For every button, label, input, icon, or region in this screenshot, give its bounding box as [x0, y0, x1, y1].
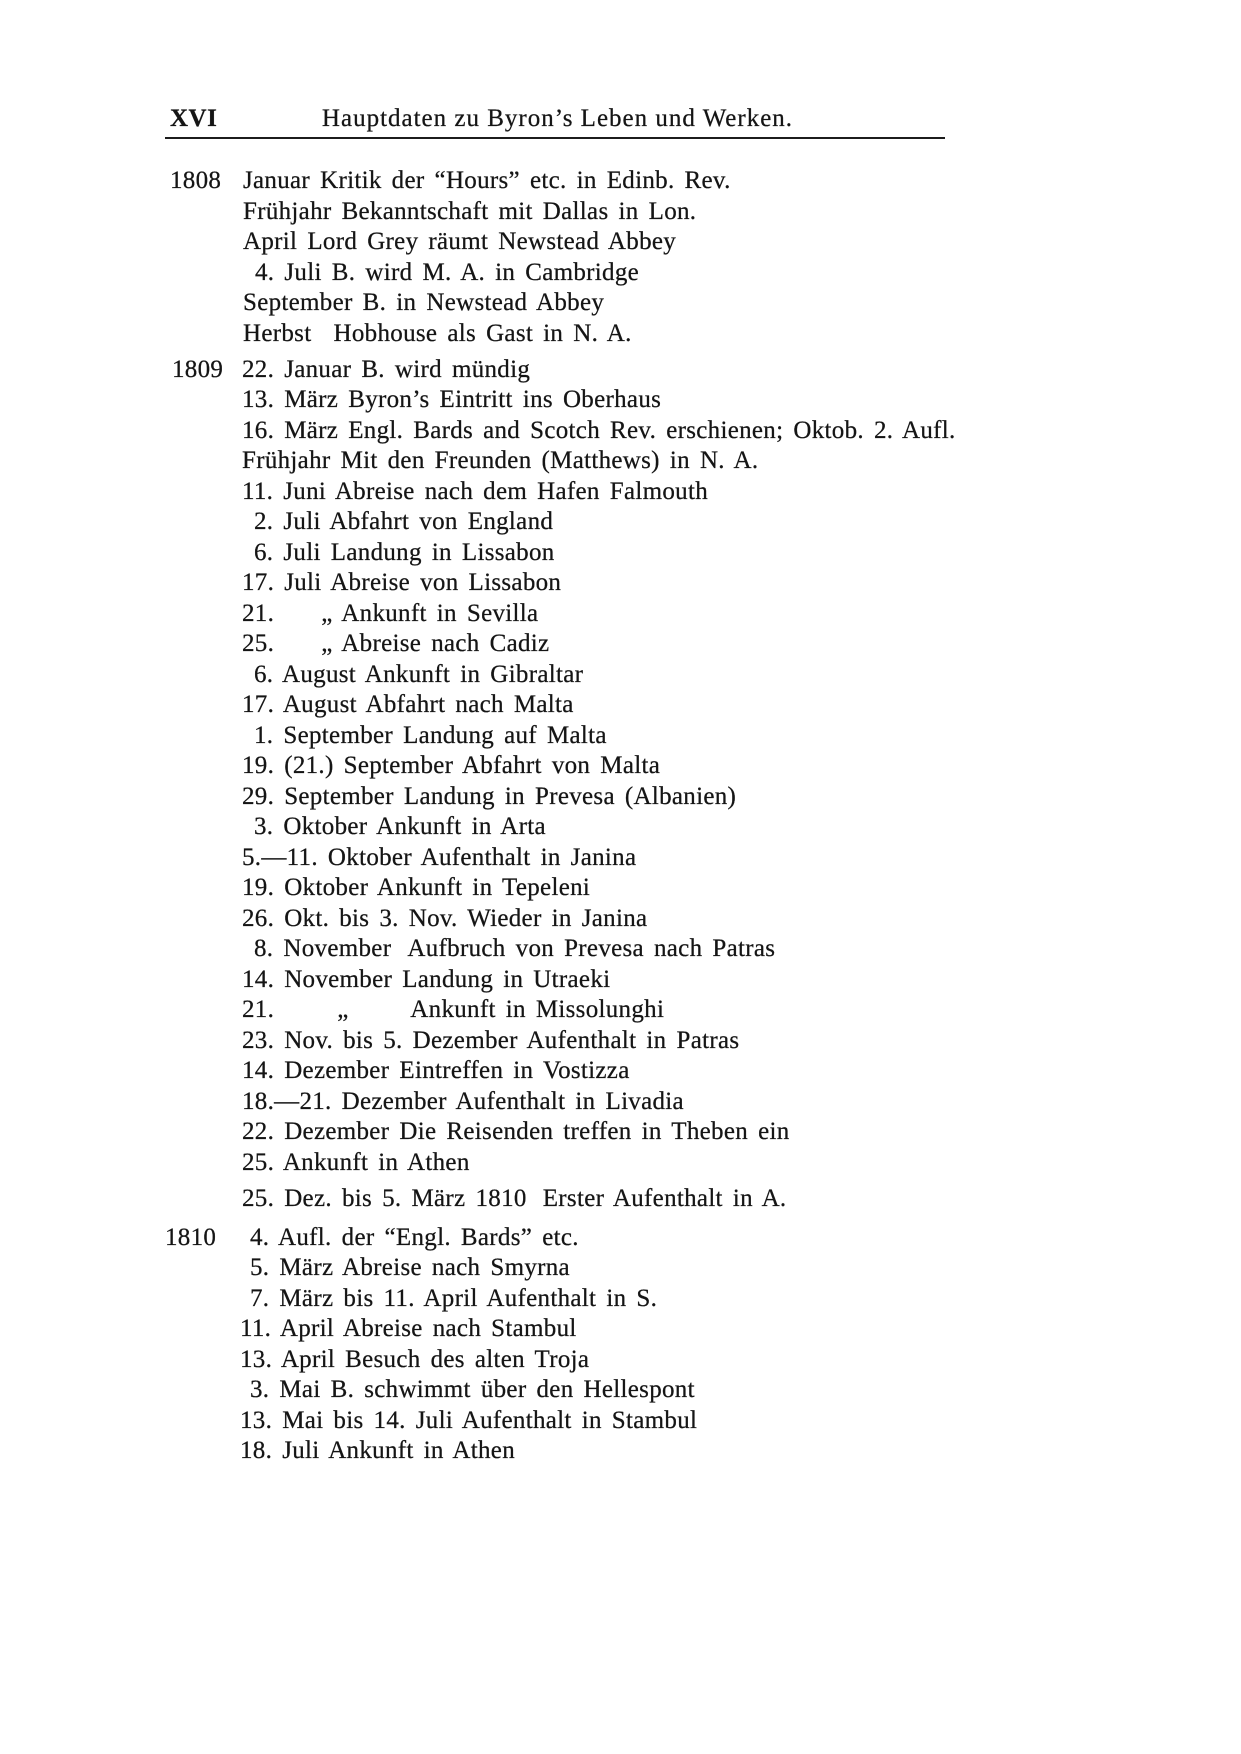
chronology-line	[0, 507, 1241, 538]
entry-date: 13. Mai bis 14. Juli	[240, 1406, 454, 1434]
year-label: 1808	[170, 167, 222, 194]
entry-date: 25.	[242, 1148, 275, 1176]
year-block	[0, 355, 1241, 1215]
entry-date: Januar	[243, 167, 311, 194]
chronology-line	[0, 227, 1241, 258]
entry-event: Erster Aufenthalt in A.	[542, 1185, 787, 1212]
chronology-line	[0, 477, 1241, 508]
entry-event: Wieder in Janina	[467, 904, 648, 932]
entry-date: 19. (21.) September	[242, 752, 454, 779]
chronology-line	[0, 385, 1241, 416]
entry-date: 18.—21. Dezember	[242, 1087, 447, 1115]
entry-event: Abfahrt von Malta	[461, 752, 661, 779]
entry-date: 29. September	[242, 782, 394, 810]
entry-date: 3. Oktober	[254, 813, 368, 840]
chronology-line	[0, 812, 1241, 843]
entry-event: Hobhouse als Gast in N. A.	[333, 319, 632, 347]
chronology-line	[0, 166, 1241, 197]
entry-date: 2. Juli	[254, 508, 321, 535]
entry-date: 5. März	[250, 1254, 334, 1281]
entry-event: Aufenthalt in Janina	[420, 843, 637, 871]
entry-event: Ankunft in Sevilla	[341, 599, 539, 627]
entry-date: 6. Juli	[254, 538, 321, 566]
chronology-line	[0, 416, 1241, 447]
chronology-line	[0, 599, 1241, 630]
entry-event: Ankunft in Missolunghi	[410, 996, 665, 1023]
chronology-line	[0, 843, 1241, 874]
entry-event: Landung in Lissabon	[330, 538, 555, 566]
entry-date: 22. Dezember	[242, 1118, 390, 1145]
entry-date: 26. Okt. bis 3. Nov.	[242, 904, 458, 932]
chronology-line	[0, 965, 1241, 996]
entry-event: Ankunft in Tepeleni	[376, 874, 591, 901]
entry-date: Frühjahr	[242, 447, 331, 474]
entry-date: Herbst	[243, 319, 312, 347]
chronology-line	[0, 1436, 1241, 1467]
entry-event: Aufbruch von Prevesa nach Patras	[407, 935, 776, 962]
entry-date: 8. November	[254, 935, 392, 962]
chronology-line	[0, 751, 1241, 782]
entry-date: 7. März bis 11. April	[250, 1284, 478, 1312]
entry-event: Ankunft in Gibraltar	[364, 660, 584, 688]
entry-date: 11. April	[240, 1315, 335, 1342]
page-number: XVI	[170, 105, 218, 132]
entry-date: 22. Januar	[242, 355, 352, 383]
entry-event: Landung auf Malta	[403, 721, 607, 749]
entry-date: 5.—11. Oktober	[242, 843, 412, 871]
chronology-line	[0, 629, 1241, 660]
entry-event: Ankunft in Arta	[376, 813, 546, 840]
ditto-mark: „	[321, 599, 333, 627]
entry-event: Ankunft in Athen	[328, 1437, 515, 1464]
year-label: 1810	[165, 1223, 217, 1251]
entry-event: Engl. Bards and Scotch Rev. erschienen; Oktob. 2. Aufl.	[348, 416, 956, 444]
chronology-line	[0, 1117, 1241, 1148]
chronology-line	[0, 1026, 1241, 1057]
entry-event: B. wird mündig	[361, 355, 531, 383]
entry-event: B. wird M. A. in Cambridge	[331, 258, 640, 286]
chronology-line	[0, 995, 1241, 1026]
entry-event: Abfahrt nach Malta	[365, 691, 574, 718]
entry-date: 18. Juli	[240, 1437, 320, 1464]
chronology-line	[0, 1056, 1241, 1087]
entry-event: Aufenthalt in Patras	[526, 1026, 740, 1054]
entry-date: September	[243, 289, 353, 316]
chronology-list	[0, 166, 1241, 1467]
entry-date: 25. Dez. bis 5. März 1810	[242, 1185, 527, 1212]
chronology-line	[0, 660, 1241, 691]
entry-date: 11. Juni	[242, 477, 327, 505]
chronology-line	[0, 197, 1241, 228]
chronology-line	[0, 355, 1241, 386]
entry-date: 13. April	[240, 1345, 336, 1373]
entry-event: Abreise nach Smyrna	[342, 1254, 570, 1281]
entry-date: 19. Oktober	[242, 874, 369, 901]
chronology-line	[0, 721, 1241, 752]
entry-event: Ankunft in Athen	[282, 1148, 470, 1176]
running-title: Hauptdaten zu Byron’s Leben und Werken.	[321, 105, 794, 132]
chronology-line	[0, 1253, 1241, 1284]
header-rule	[165, 137, 945, 139]
year-block	[0, 166, 1241, 349]
chronology-line	[0, 1148, 1241, 1179]
entry-event: Mit den Freunden (Matthews) in N. A.	[340, 447, 759, 474]
entry-event: Abreise von Lissabon	[330, 569, 562, 596]
entry-date: April	[243, 228, 298, 255]
chronology-line	[0, 782, 1241, 813]
entry-event: B. schwimmt über den Hellespont	[330, 1376, 695, 1403]
entry-event: B. in Newstead Abbey	[362, 289, 605, 316]
entry-date: 17. August	[242, 691, 357, 718]
entry-date: 4. Juli	[255, 258, 322, 286]
entry-event: Aufenthalt in S.	[486, 1284, 658, 1312]
entry-date: 13. März	[242, 386, 339, 413]
chronology-line	[0, 258, 1241, 289]
chronology-line	[0, 1087, 1241, 1118]
chronology-line	[0, 873, 1241, 904]
chronology-line	[0, 1375, 1241, 1406]
entry-event: Bekanntschaft mit Dallas in Lon.	[341, 197, 697, 225]
chronology-line	[0, 690, 1241, 721]
entry-date: 6. August	[254, 660, 357, 688]
entry-date: 25.	[242, 630, 275, 657]
entry-date: 1. September	[254, 721, 394, 749]
entry-date: 23. Nov. bis 5. Dezember	[242, 1026, 518, 1054]
entry-date: 14. November	[242, 965, 393, 993]
entry-event: Abreise nach dem Hafen Falmouth	[334, 477, 709, 505]
chronology-line	[0, 319, 1241, 350]
entry-event: Abreise nach Cadiz	[341, 630, 550, 657]
ditto-mark: „	[321, 630, 333, 657]
entry-event: Lord Grey räumt Newstead Abbey	[307, 228, 677, 255]
entry-event: Landung in Prevesa (Albanien)	[403, 782, 737, 810]
chronology-line	[0, 1223, 1241, 1254]
entry-event: Abreise nach Stambul	[342, 1315, 577, 1342]
ditto-mark: „	[337, 996, 349, 1023]
chronology-line	[0, 568, 1241, 599]
entry-date: 21.	[242, 599, 275, 627]
chronology-line	[0, 904, 1241, 935]
entry-event: Landung in Utraeki	[402, 965, 611, 993]
chronology-line	[0, 538, 1241, 569]
entry-date: 14. Dezember	[242, 1057, 390, 1084]
entry-event: Aufenthalt in Stambul	[461, 1406, 698, 1434]
chronology-line	[0, 1345, 1241, 1376]
entry-event: 4. Aufl. der “Engl. Bards” etc.	[250, 1223, 579, 1251]
entry-event: Aufenthalt in Livadia	[455, 1087, 684, 1115]
chronology-line	[0, 934, 1241, 965]
year-label: 1809	[172, 355, 224, 383]
chronology-line	[0, 446, 1241, 477]
year-block	[0, 1223, 1241, 1467]
chronology-line	[0, 1314, 1241, 1345]
chronology-line	[0, 1284, 1241, 1315]
entry-date: 3. Mai	[250, 1376, 321, 1403]
chronology-line	[0, 1184, 1241, 1215]
entry-event: Die Reisenden treffen in Theben ein	[399, 1118, 790, 1145]
chronology-line	[0, 1406, 1241, 1437]
chronology-line	[0, 288, 1241, 319]
page-header	[165, 104, 945, 134]
entry-date: 16. März	[242, 416, 339, 444]
entry-event: Besuch des alten Troja	[345, 1345, 590, 1373]
entry-event: Byron’s Eintritt ins Oberhaus	[348, 386, 662, 413]
entry-event: Kritik der “Hours” etc. in Edinb. Rev.	[320, 167, 731, 194]
entry-date: 21.	[242, 996, 275, 1023]
entry-event: Abfahrt von England	[329, 508, 554, 535]
entry-date: 17. Juli	[242, 569, 322, 596]
entry-event: Eintreffen in Vostizza	[399, 1057, 630, 1084]
entry-date: Frühjahr	[243, 197, 332, 225]
